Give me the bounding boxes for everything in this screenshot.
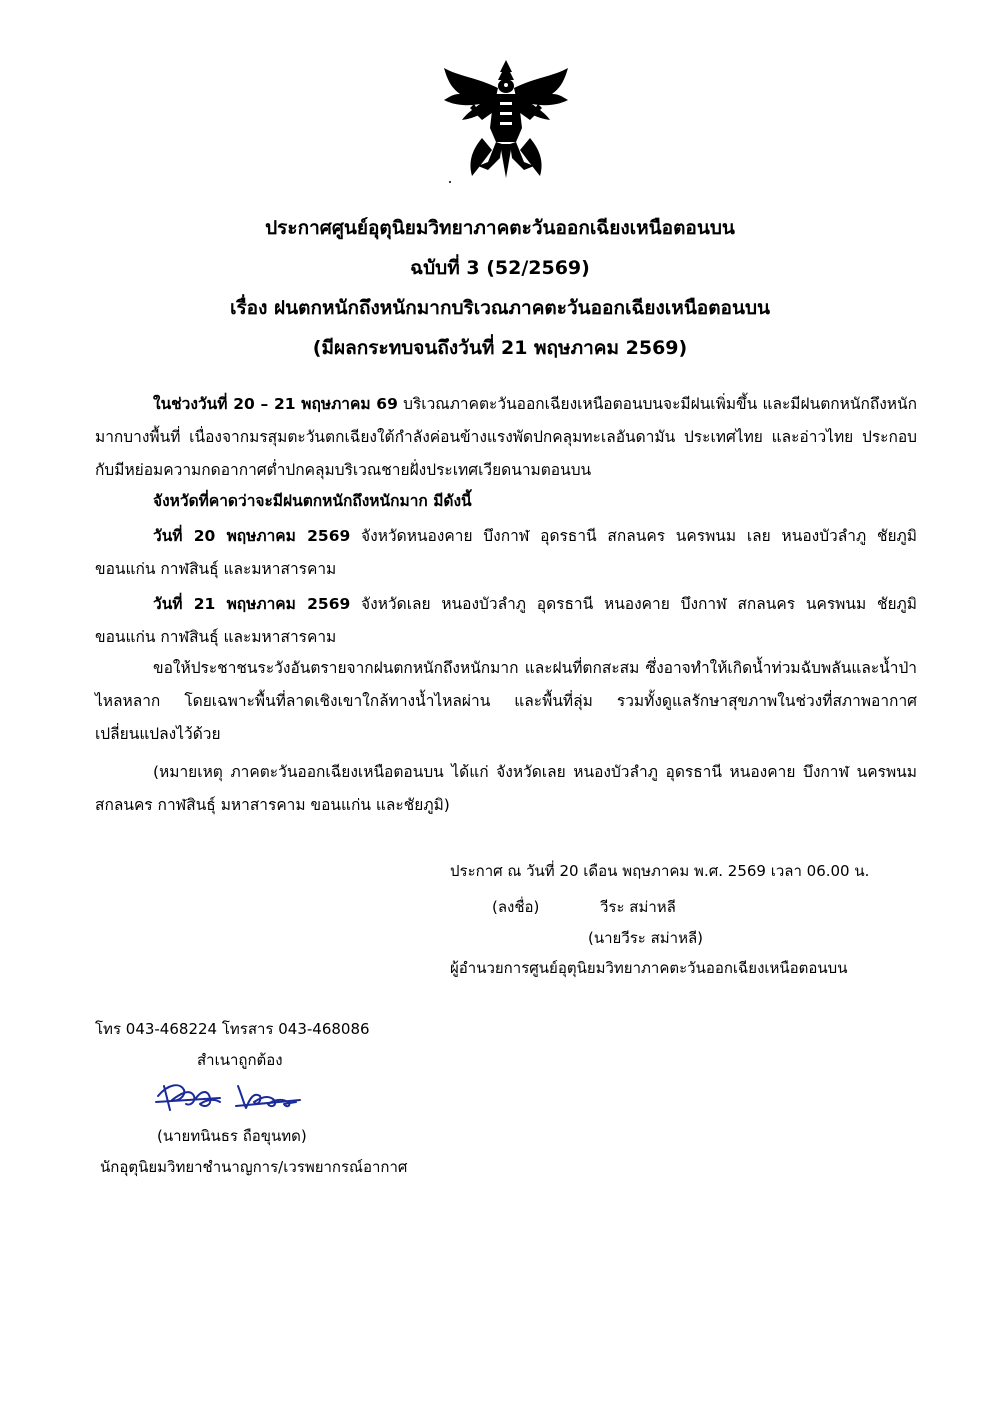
note-paragraph: (หมายเหตุ ภาคตะวันออกเฉียงเหนือตอนบน ได้แก่ จังหวัดเลย หนองบัวลำภู อุดรธานี หนองคาย บึงกาฬ นครพนม สกลนคร กาฬสินธุ์ มหาสารคาม ขอนแก่น และชัยภูมิ) [95, 763, 917, 814]
period-highlight: ในช่วงวันที่ 20 – 21 พฤษภาคม 69 [153, 395, 398, 413]
signed-label: (ลงชื่อ) [492, 898, 540, 916]
contact-numbers: โทร 043-468224 โทรสาร 043-468086 [95, 1020, 370, 1038]
certified-copy-label: สำเนาถูกต้อง [197, 1051, 283, 1069]
issue-number: ฉบับที่ 3 (52/2569) [410, 257, 590, 279]
garuda-emblem-icon [438, 58, 574, 186]
director-position: ผู้อำนวยการศูนย์อุตุนิยมวิทยาภาคตะวันออกเฉียงเหนือตอนบน [450, 959, 848, 977]
effective-period: (มีผลกระทบจนถึงวันที่ 21 พฤษภาคม 2569) [312, 337, 688, 359]
certifier-position: นักอุตุนิยมวิทยาชำนาญการ/เวรพยากรณ์อากาศ [100, 1158, 408, 1176]
day2-provinces: จังหวัดเลย หนองบัวลำภู อุดรธานี หนองคาย บึงกาฬ สกลนคร นครพนม ชัยภูมิ ขอนแก่น กาฬสินธุ์ และมหาสารคาม [95, 595, 917, 646]
day1-provinces: จังหวัดหนองคาย บึงกาฬ อุดรธานี สกลนคร นครพนม เลย หนองบัวลำภู ชัยภูมิ ขอนแก่น กาฬสินธุ์ และมหาสารคาม [95, 527, 917, 578]
handwritten-signature-icon [150, 1076, 310, 1116]
director-full-name: (นายวีระ สม่าหลี) [588, 929, 704, 947]
situation-paragraph [95, 388, 917, 487]
day2-paragraph [95, 588, 917, 654]
day2-date: วันที่ 21 พฤษภาคม 2569 [153, 595, 351, 613]
subject-line: เรื่อง ฝนตกหนักถึงหนักมากบริเวณภาคตะวันออกเฉียงเหนือตอนบน [229, 297, 770, 319]
warning-paragraph: ขอให้ประชาชนระวังอันตรายจากฝนตกหนักถึงหนักมาก และฝนที่ตกสะสม ซึ่งอาจทำให้เกิดน้ำท่วมฉับพลันและน้ำป่าไหลหลาก โดยเฉพาะพื้นที่ลาดเชิงเขาใกล้ทางน้ำไหลผ่าน และพื้นที่ลุ่ม รวมทั้งดูแลรักษาสุขภาพในช่วงที่สภาพอากาศเปลี่ยนแปลงไว้ด้วย [95, 659, 917, 743]
certifier-name: (นายทนินธร ถือขุนทด) [157, 1127, 307, 1145]
situation-text: บริเวณภาคตะวันออกเฉียงเหนือตอนบนจะมีฝนเพิ่มขึ้น และมีฝนตกหนักถึงหนักมากบางพื้นที่ เนื่องจากมรสุมตะวันตกเฉียงใต้กำลังค่อนข้างแรงพัดปกคลุมทะเลอันดามัน ประเทศไทย และอ่าวไทย ประกอบกับมีหย่อมความกดอากาศต่ำปกคลุมบริเวณชายฝั่งประเทศเวียดนามตอนบน [95, 395, 917, 479]
signed-name: วีระ สม่าหลี [600, 898, 676, 916]
provinces-heading [95, 485, 917, 518]
day1-date: วันที่ 20 พฤษภาคม 2569 [153, 527, 351, 545]
announcement-date: ประกาศ ณ วันที่ 20 เดือน พฤษภาคม พ.ศ. 2569 เวลา 06.00 น. [450, 862, 870, 880]
provinces-heading-text: จังหวัดที่คาดว่าจะมีฝนตกหนักถึงหนักมาก มีดังนี้ [153, 492, 472, 510]
announcement-title: ประกาศศูนย์อุตุนิยมวิทยาภาคตะวันออกเฉียงเหนือตอนบน [265, 217, 735, 239]
day1-paragraph [95, 520, 917, 586]
